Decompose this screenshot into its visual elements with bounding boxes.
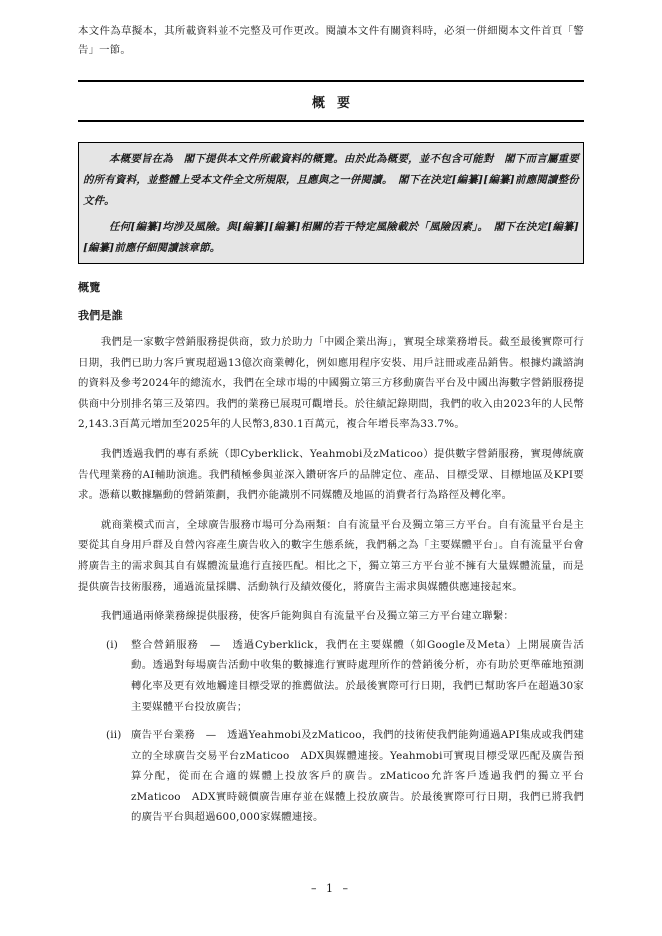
body-paragraph-4: 我們通過兩條業務線提供服務，使客戶能夠與自有流量平台及獨立第三方平台建立聯繫： bbox=[100, 610, 514, 623]
body-paragraph-1: 我們是一家數字營銷服務提供商，致力於助力「中國企業出海」，實現全球業務增長。截至最後實際可行日期，我們已助力客戶實現超過13億次商業轉化，例如應用程序安裝、用戶註冊或產品銷售。根據灼識諮詢的資料及參考2024年的總流水，我們在全球市場的中國獨立第三方移動廣告平台及中國出海數字營銷服務提供商中分別排名第三及第四。我們的業務已展現可觀增長。於往績記錄期間，我們的收入由2023年的人民幣2,143.3百萬元增加至2025年的人民幣3,830.1百萬元，複合年增長率為33.7%。 bbox=[78, 336, 584, 431]
summary-notice-box bbox=[78, 142, 584, 264]
heading-overview: 概覽 bbox=[78, 281, 101, 294]
body-paragraph-2: 我們透過我們的專有系統（即Cyberklick、Yeahmobi及zMaticoo）提供數字營銷服務，實現傳統廣告代理業務的AI輔助演進。我們積極參與並深入鑽研客戶的品牌定位、產品、目標受眾、目標地區及KPI要求。憑藉以數據驅動的營銷策劃，我們亦能識別不同媒體及地區的消費者行為路徑及轉化率。 bbox=[78, 447, 584, 502]
page-number: – 1 – bbox=[311, 882, 351, 895]
heading-who-we-are: 我們是誰 bbox=[78, 309, 123, 322]
list-item-ad-platform bbox=[78, 725, 584, 828]
list-marker: (i) bbox=[106, 638, 119, 651]
section-header bbox=[78, 80, 584, 122]
section-title: 概要 bbox=[311, 95, 362, 111]
list-item-integrated-marketing bbox=[78, 635, 584, 717]
document-page bbox=[78, 22, 584, 828]
draft-disclaimer: 本文件為草擬本，其所載資料並不完整及可作更改。閱讀本文件有關資料時，必須一併細閱本文件首頁「警告」一節。 bbox=[78, 25, 584, 56]
list-item-text: 廣告平台業務 — 透過Yeahmobi及zMaticoo，我們的技術使我們能夠通過API集成或我們建立的全球廣告交易平台zMaticoo ADX與媒體連接。Yeahmobi可實現目標受眾匹配及廣告預算分配，從而在合適的媒體上投放客戶的廣告。zMaticoo允許客戶透過我們的獨立平台zMaticoo ADX實時競價廣告庫存並在媒體上投放廣告。於最後實際可行日期，我們已將我們的廣告平台與超過600,000家媒體連接。 bbox=[131, 729, 584, 824]
body-paragraph-3: 就商業模式而言，全球廣告服務市場可分為兩類：自有流量平台及獨立第三方平台。自有流量平台是主要從其自身用戶群及自營內容產生廣告收入的數字生態系統，我們稱之為「主要媒體平台」。自有流量平台會將廣告主的需求與其自有媒體流量進行直接匹配。相比之下，獨立第三方平台並不擁有大量媒體流量，而是提供廣告技術服務，通過流量採購、活動執行及績效優化，將廣告主需求與媒體供應連接起來。 bbox=[78, 518, 584, 593]
list-item-text: 整合營銷服務 — 透過Cyberklick，我們在主要媒體（如Google及Meta）上開展廣告活動。透過對每場廣告活動中收集的數據進行實時處理所作的營銷後分析，亦有助於更準確地預測轉化率及更有效地觸達目標受眾的推薦做法。於最後實際可行日期，我們已幫助客戶在超過30家主要媒體平台投放廣告； bbox=[131, 638, 584, 713]
notice-paragraph-2: 任何[編纂]均涉及風險。與[編纂][編纂]相關的若干特定風險載於「風險因素」。 閣下在決定[編纂][編纂]前應仔細閱讀該章節。 bbox=[83, 221, 579, 254]
notice-paragraph-1: 本概要旨在為 閣下提供本文件所載資料的概覽。由於此為概要，並不包含可能對 閣下而言屬重要的所有資料，並整體上受本文件全文所規限，且應與之一併閱讀。 閣下在決定[編纂][編纂]前應閱讀整份文件。 bbox=[83, 153, 579, 207]
list-marker: (ii) bbox=[106, 729, 122, 742]
